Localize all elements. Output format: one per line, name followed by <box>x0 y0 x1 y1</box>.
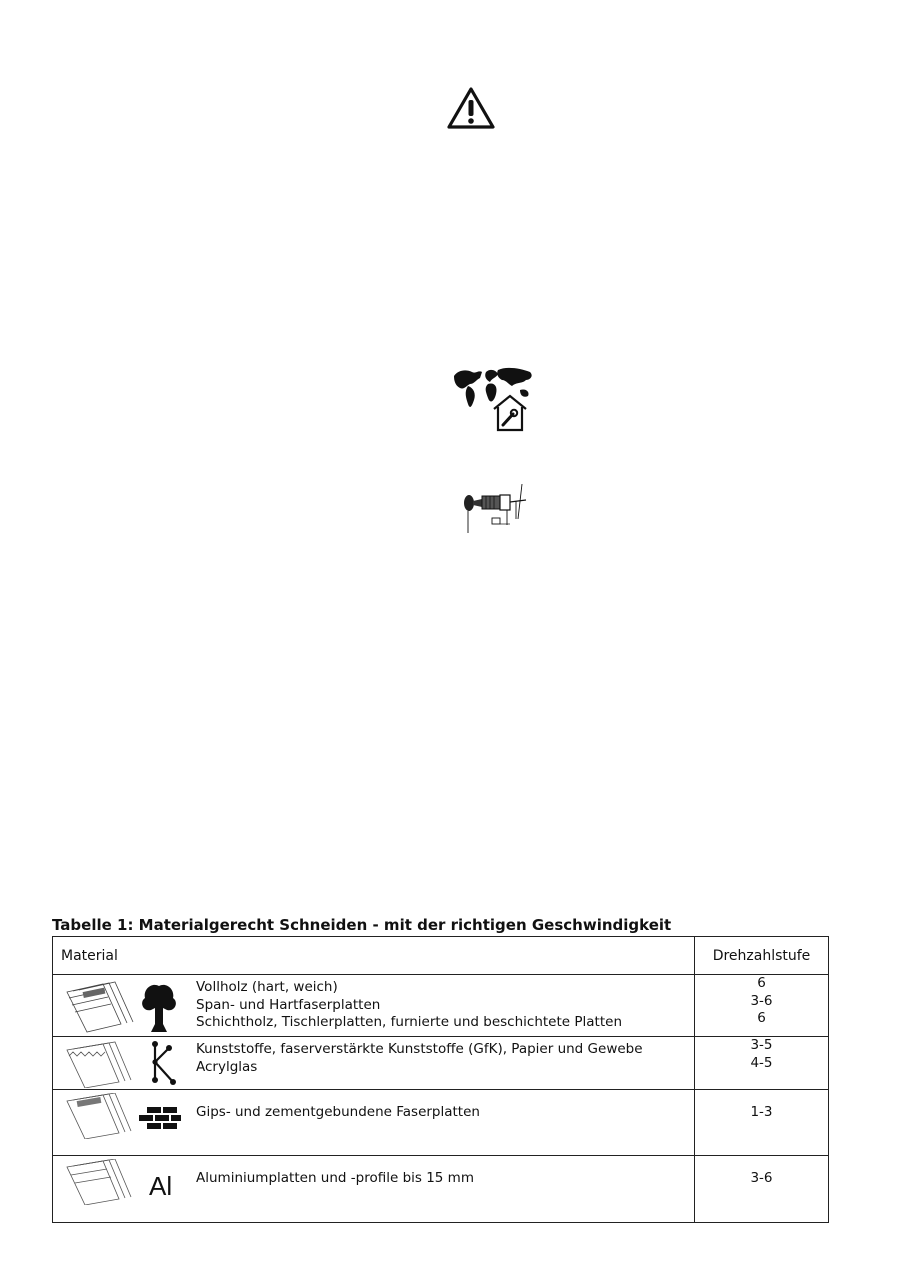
speed-cell <box>695 1156 829 1223</box>
table-row <box>53 1090 829 1156</box>
speed-cell <box>695 1037 829 1090</box>
material-name: Schichtholz, Tischlerplatten, furnierte und beschichtete Platten <box>196 1014 622 1030</box>
material-name: Acrylglas <box>196 1058 258 1075</box>
material-speed-table <box>52 936 829 1223</box>
material-cell <box>53 1156 695 1223</box>
plastic-molecule-icon <box>63 1040 183 1088</box>
aluminium-symbol: Al <box>149 1171 173 1201</box>
material-name: Kunststoffe, faserverstärkte Kunststoffe (GfK), Papier und Gewebe <box>196 1041 643 1057</box>
table-row <box>53 1156 829 1223</box>
speed-cell <box>695 1090 829 1156</box>
table-caption: Tabelle 1: Materialgerecht Schneiden - mit der richtigen Geschwindigkeit <box>52 916 672 934</box>
table-row <box>53 1037 829 1090</box>
wood-tree-icon <box>63 978 183 1034</box>
brick-wall-icon <box>63 1093 183 1139</box>
speed-value: 6 <box>757 975 766 991</box>
world-map-service-house-icon <box>450 364 538 434</box>
material-cell <box>53 1090 695 1156</box>
material-column-header: Material <box>53 937 695 975</box>
material-name: Gips- und zementgebundene Faserplatten <box>196 1104 480 1120</box>
material-name: Span- und Hartfaserplatten <box>196 996 381 1013</box>
speed-value: 3-5 <box>750 1037 773 1053</box>
speed-column-header: Drehzahlstufe <box>695 937 829 975</box>
table-row <box>53 975 829 1037</box>
aluminium-icon <box>63 1159 183 1205</box>
material-cell <box>53 1037 695 1090</box>
table-header-row <box>53 937 829 975</box>
speed-cell <box>695 975 829 1037</box>
material-name: Vollholz (hart, weich) <box>196 979 338 995</box>
material-name: Aluminiumplatten und -profile bis 15 mm <box>196 1170 474 1186</box>
material-cell <box>53 975 695 1037</box>
speed-value: 1-3 <box>750 1104 773 1120</box>
drill-bit-icon <box>460 479 532 535</box>
speed-value: 6 <box>757 1010 766 1026</box>
warning-triangle-icon <box>446 86 496 130</box>
speed-value: 3-6 <box>750 1170 773 1186</box>
speed-value: 4-5 <box>750 1054 773 1071</box>
speed-value: 3-6 <box>750 992 773 1009</box>
